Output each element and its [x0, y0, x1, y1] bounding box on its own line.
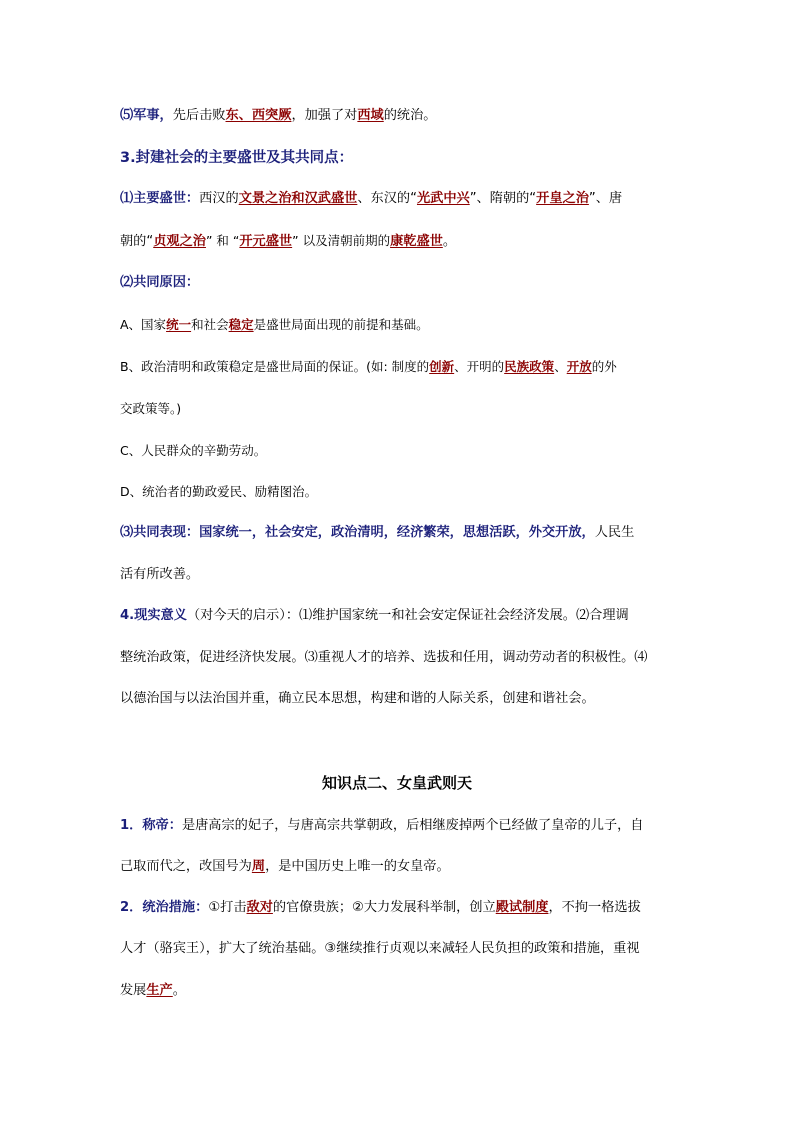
text: 的外: [591, 359, 617, 374]
cause-b: [120, 357, 617, 377]
paragraph-common-features: [120, 523, 634, 543]
keyword: 殿试制度: [495, 900, 549, 915]
text: ，不拘一格选拔: [548, 900, 641, 915]
paragraph-emperor-cont: [120, 857, 450, 877]
label: ⑶共同表现：: [120, 525, 200, 540]
text: C、人民群众的辛勤劳动。: [120, 443, 267, 458]
text: 活有所改善。: [120, 567, 200, 582]
text: 和社会: [191, 317, 229, 332]
text: 、东汉的“: [357, 191, 417, 206]
text: 先后击败: [172, 108, 226, 123]
keyword: 开元盛世: [239, 234, 293, 249]
keyword: 敌对: [246, 900, 273, 915]
text: 整统治政策，促进经济快发展。⑶重视人才的培养、选拔和任用，调动劳动者的积极性。⑷: [120, 650, 648, 665]
paragraph-military: [120, 106, 437, 126]
cause-c: [120, 441, 266, 461]
text: ，是中国历史上唯一的女皇帝。: [265, 859, 450, 874]
keyword: 东、西突厥: [225, 108, 292, 123]
text: （对今天的启示）：⑴维护国家统一和社会安定保证社会经济发展。⑵合理调: [186, 608, 629, 623]
paragraph-golden-ages: [120, 189, 622, 209]
label: 1．称帝：: [120, 818, 182, 833]
keyword: 民族政策: [504, 359, 555, 374]
text: 朝的“: [120, 234, 154, 249]
keyword: 周: [251, 859, 266, 874]
text: 是盛世局面出现的前提和基础。: [253, 317, 429, 332]
cause-a: [120, 315, 429, 335]
keyword: 创新: [429, 359, 455, 374]
paragraph-significance-cont: [120, 648, 648, 668]
keyword: 开放: [566, 359, 592, 374]
cause-d: [120, 482, 317, 502]
text: 发展: [120, 983, 147, 998]
keyword: 文景之治和汉武盛世: [238, 191, 358, 206]
paragraph-significance: [120, 606, 629, 626]
text: 人民生: [594, 525, 635, 540]
section-title: 知识点二、女皇武则天: [321, 774, 472, 792]
text: 交政策等。): [120, 401, 182, 416]
paragraph-common-features-cont: [120, 565, 199, 585]
emphasis: 国家统一，社会安定，政治清明，经济繁荣，思想活跃，外交开放，: [199, 525, 595, 540]
text: 。: [442, 234, 457, 249]
heading: 3.封建社会的主要盛世及其共同点：: [120, 150, 354, 166]
text: 是唐高宗的妃子，与唐高宗共掌朝政，后相继废掉两个已经做了皇帝的儿子，自: [181, 818, 644, 833]
text: ” 和 “: [205, 233, 240, 248]
text: 西汉的: [199, 191, 239, 206]
paragraph-measures-cont: [120, 981, 186, 1001]
keyword: 光武中兴: [416, 191, 470, 206]
paragraph-measures: [120, 898, 641, 918]
text: 。: [172, 983, 186, 998]
cause-b-cont: [120, 399, 181, 419]
keyword: 贞观之治: [153, 234, 206, 249]
section-heading-3: [120, 148, 353, 168]
text: B、政治清明和政策稳定是盛世局面的保证。(如: 制度的: [120, 359, 430, 374]
text: ①打击: [208, 900, 247, 915]
subheading-common-causes: [120, 273, 199, 293]
keyword: 开皇之治: [536, 191, 589, 206]
text: ”、隋朝的“: [469, 191, 537, 206]
text: 、: [554, 359, 567, 374]
paragraph-significance-cont: [120, 689, 595, 709]
text: 人才（骆宾王），扩大了统治基础。③继续推行贞观以来减轻人民负担的政策和措施，重视: [120, 941, 640, 956]
label: ⑸军事，: [120, 108, 173, 123]
paragraph-golden-ages-cont: [120, 231, 456, 252]
label: ⑵共同原因：: [120, 275, 200, 290]
text: ”、唐: [588, 191, 623, 206]
keyword: 生产: [146, 983, 173, 998]
text: 的统治。: [383, 108, 437, 123]
label: 4.现实意义: [120, 608, 187, 623]
text: 己取而代之，改国号为: [120, 859, 252, 874]
text: ” 以及清朝前期的: [292, 233, 391, 248]
text: 以德治国与以法治国并重，确立民本思想，构建和谐的人际关系，创建和谐社会。: [120, 691, 595, 706]
text: ，加强了对: [291, 108, 358, 123]
label: 2．统治措施：: [120, 900, 209, 915]
text: D、统治者的勤政爱民、励精图治。: [120, 484, 318, 499]
text: 的官僚贵族；②大力发展科举制，创立: [272, 900, 496, 915]
keyword: 统一: [166, 317, 192, 332]
keyword: 西域: [357, 108, 384, 123]
label: ⑴主要盛世：: [120, 191, 200, 206]
keyword: 康乾盛世: [390, 234, 443, 249]
text: A、国家: [120, 317, 167, 332]
paragraph-emperor: [120, 816, 644, 836]
keyword: 稳定: [228, 317, 254, 332]
paragraph-measures-cont: [120, 939, 640, 959]
text: 、开明的: [454, 359, 505, 374]
